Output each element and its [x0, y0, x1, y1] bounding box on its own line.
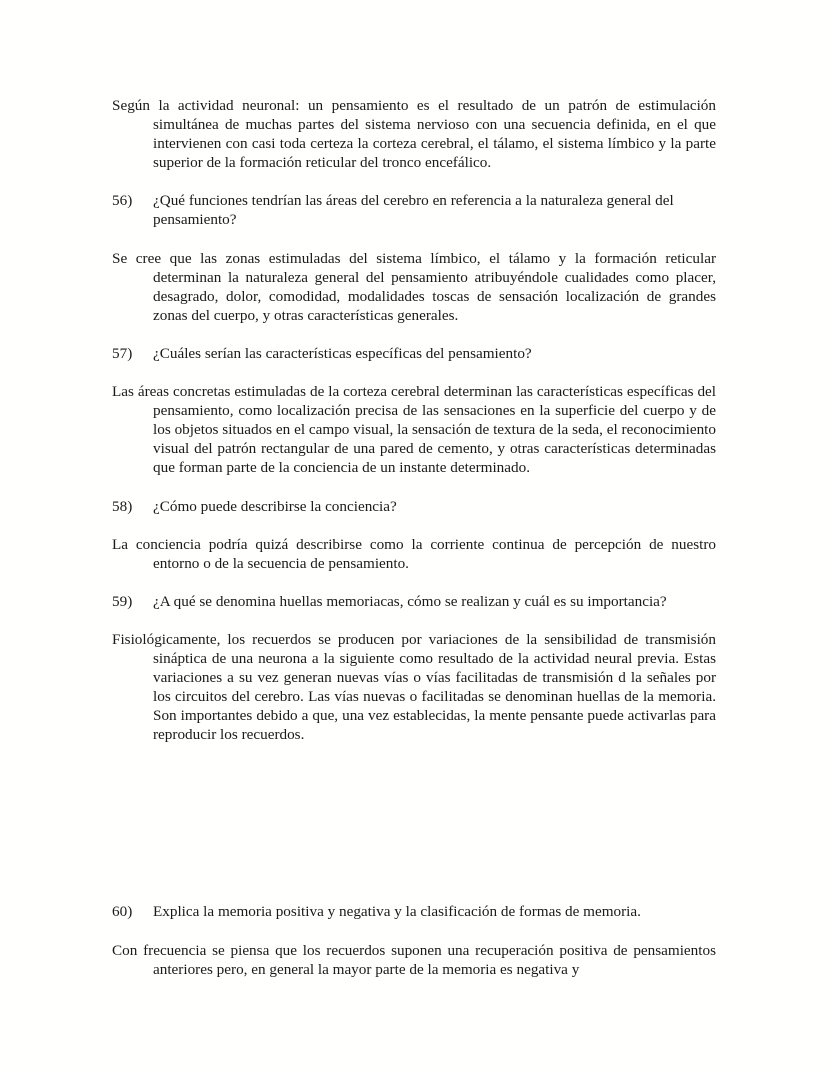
question-56: [112, 191, 716, 229]
question-57-text: ¿Cuáles serían las características específicas del pensamiento?: [153, 344, 532, 362]
question-60: [112, 902, 716, 921]
question-60-number: 60): [112, 903, 133, 921]
vertical-whitespace: [112, 763, 716, 902]
question-58-text: ¿Cómo puede describirse la conciencia?: [153, 497, 397, 515]
answer-60: Con frecuencia se piensa que los recuerdos suponen una recuperación positiva de pensamientos anteriores pero, en general la mayor parte de la memoria es negativa y: [112, 941, 716, 978]
question-59-number: 59): [112, 592, 133, 610]
document-body: [112, 96, 716, 979]
question-57-number: 57): [112, 344, 133, 362]
answer-58: La conciencia podría quizá describirse como la corriente continua de percepción de nuestro entorno o de la secuencia de pensamiento.: [112, 535, 716, 572]
question-59: [112, 592, 716, 611]
question-56-number: 56): [112, 192, 133, 210]
question-58-number: 58): [112, 497, 133, 515]
answer-59: Fisiológicamente, los recuerdos se producen por variaciones de la sensibilidad de transmisión sináptica de una neurona a la siguiente como resultado de la actividad neural previa. Estas variaciones a su vez generan nuevas vías o vías facilitadas de transmisión d la señales por los circuitos del cerebro. Las vías nuevas o facilitadas se denominan huellas de la memoria. Son importantes debido a que, una vez establecidas, la mente pensante puede activarlas para reproducir los recuerdos.: [112, 630, 716, 744]
answer-neuronal-activity: Según la actividad neuronal: un pensamiento es el resultado de un patrón de estimulación simultánea de muchas partes del sistema nervioso con una secuencia definida, en el que intervienen con casi toda certeza la corteza cerebral, el tálamo, el sistema límbico y la parte superior de la formación reticular del tronco encefálico.: [112, 97, 716, 172]
answer-56: Se cree que las zonas estimuladas del sistema límbico, el tálamo y la formación reticular determinan la naturaleza general del pensamiento atribuyéndole cualidades como placer, desagrado, dolor, comodidad, modalidades toscas de sensación localización de grandes zonas del cuerpo, y otras características generales.: [112, 249, 716, 324]
question-59-text: ¿A qué se denomina huellas memoriacas, cómo se realizan y cuál es su importancia?: [153, 592, 667, 610]
answer-57: Las áreas concretas estimuladas de la corteza cerebral determinan las características específicas del pensamiento, como localización precisa de las sensaciones en la superficie del cuerpo y de los objetos situados en el campo visual, la sensación de textura de la seda, el reconocimiento visual del patrón rectangular de una pared de cemento, y otras características determinadas que forman parte de la conciencia de un instante determinado.: [112, 383, 716, 477]
question-56-text: ¿Qué funciones tendrían las áreas del cerebro en referencia a la naturaleza general del pensamiento?: [153, 192, 674, 229]
question-57: [112, 344, 716, 363]
question-58: [112, 497, 716, 516]
question-60-text: Explica la memoria positiva y negativa y la clasificación de formas de memoria.: [153, 903, 641, 921]
